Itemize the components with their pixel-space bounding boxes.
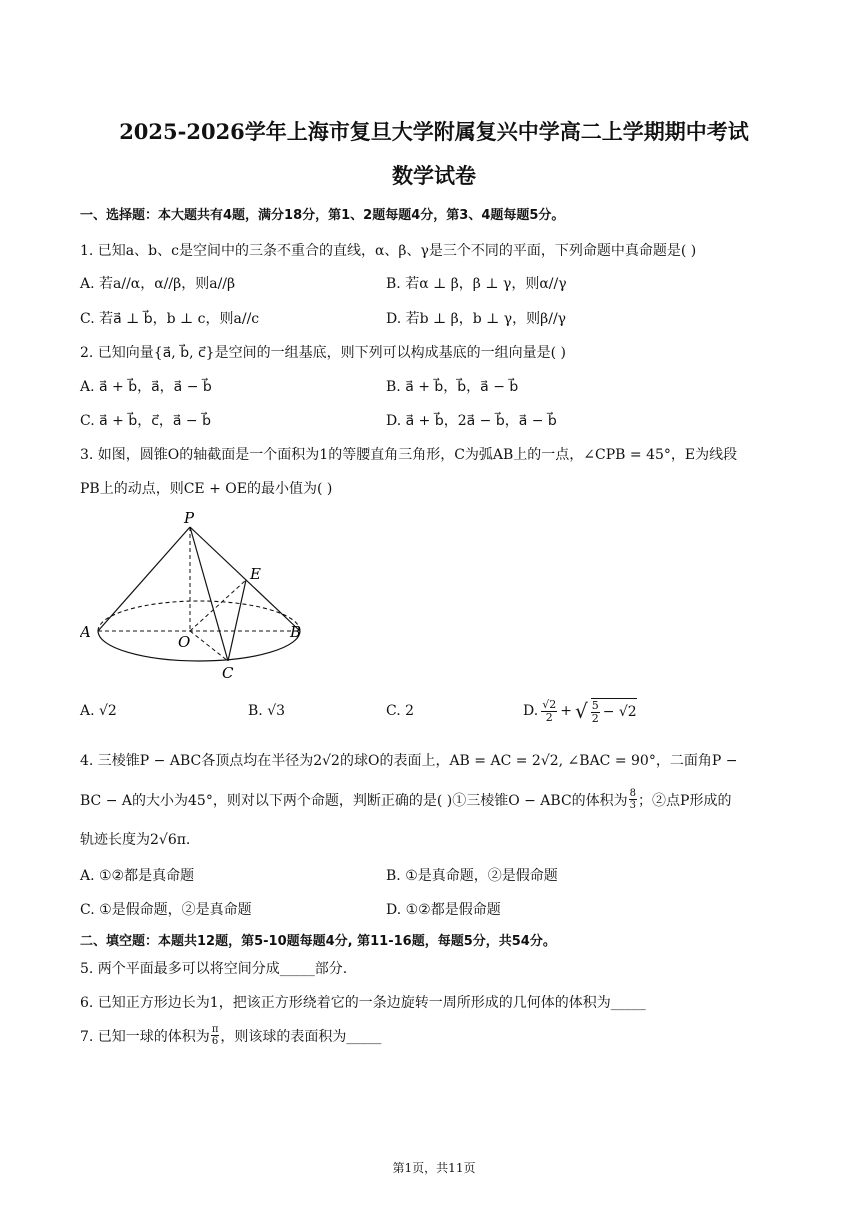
q1-option-c: C. 若a⃗ ⊥ b⃗，b ⊥ c，则a//c	[80, 311, 260, 327]
fraction: √2 2	[542, 697, 557, 724]
q4-option-c: C. ①是假命题，②是真命题	[80, 902, 252, 918]
fraction: 8 3	[629, 788, 637, 811]
section-heading-1: 一、选择题：本大题共有4题，满分18分，第1、2题每题4分，第3、4题每题5分。	[80, 208, 565, 223]
page-subtitle: 数学试卷	[392, 163, 476, 188]
label-o: O	[178, 633, 191, 651]
q3-stem-line2: PB上的动点，则CE + OE的最小值为( )	[80, 481, 333, 497]
q2-option-c: C. a⃗ + b⃗，c⃗，a⃗ − b⃗	[80, 413, 212, 429]
q4-stem-line3: 轨迹长度为2√6π.	[80, 832, 191, 848]
q4-option-d: D. ①②都是假命题	[386, 902, 501, 918]
q5-text: 5. 两个平面最多可以将空间分成_____部分.	[80, 961, 348, 977]
sqrt-sign: √	[574, 699, 588, 723]
q1-option-d: D. 若b ⊥ β，b ⊥ γ，则β//γ	[386, 311, 567, 327]
fraction: π 6	[211, 1024, 219, 1047]
label-a: A	[80, 623, 91, 641]
label-b: B	[290, 623, 302, 641]
q2-option-a: A. a⃗ + b⃗，a⃗，a⃗ − b⃗	[80, 379, 212, 395]
q3-stem-line1: 3. 如图，圆锥O的轴截面是一个面积为1的等腰直角三角形，C为弧AB上的一点，∠CPB = 45°，E为线段	[80, 447, 738, 463]
q1-option-b: B. 若α ⊥ β，β ⊥ γ，则α//γ	[386, 276, 567, 292]
q4-option-b: B. ①是真命题，②是假命题	[386, 868, 558, 884]
label-p: P	[184, 510, 195, 527]
radicand: 5 2 − √2	[591, 698, 637, 725]
label-c: C	[222, 664, 234, 682]
q3-option-d: D. √2 2 + √ 5 2 − √2	[523, 697, 637, 725]
q3-option-c: C. 2	[386, 703, 415, 719]
q6-text: 6. 已知正方形边长为1，把该正方形绕着它的一条边旋转一周所形成的几何体的体积为_____	[80, 995, 646, 1011]
section-heading-2: 二、填空题：本题共12题，第5-10题每题4分, 第11-16题，每题5分，共54分。	[80, 934, 556, 949]
label-e: E	[250, 565, 261, 583]
page-title: 2025-2026学年上海市复旦大学附属复兴中学高二上学期期中考试	[119, 119, 749, 144]
q2-stem: 2. 已知向量{a⃗, b⃗, c⃗}是空间的一组基底，则下列可以构成基底的一组向量是( )	[80, 345, 566, 361]
q1-stem: 1. 已知a、b、c是空间中的三条不重合的直线，α、β、γ是三个不同的平面，下列命题中真命题是( )	[80, 243, 697, 259]
page-footer: 第1页，共11页	[392, 1161, 476, 1175]
cone-figure	[80, 510, 320, 690]
q2-option-d: D. a⃗ + b⃗，2a⃗ − b⃗，a⃗ − b⃗	[386, 413, 557, 429]
q3-option-a: A. √2	[80, 703, 117, 719]
q4-stem-line2: BC − A的大小为45°，则对以下两个命题，判断正确的是( )①三棱锥O − ABC的体积为 8 3 ；②点P形成的	[80, 788, 732, 811]
q3-option-b: B. √3	[248, 703, 286, 719]
q2-option-b: B. a⃗ + b⃗，b⃗，a⃗ − b⃗	[386, 379, 519, 395]
q4-stem-line1: 4. 三棱锥P − ABC各顶点均在半径为2√2的球O的表面上，AB = AC = 2√2, ∠BAC = 90°，二面角P −	[80, 753, 738, 769]
q1-option-a: A. 若a//α，α//β，则a//β	[80, 276, 236, 292]
q7-text: 7. 已知一球的体积为 π 6 ，则该球的表面积为_____	[80, 1024, 382, 1047]
q4-option-a: A. ①②都是真命题	[80, 868, 195, 884]
